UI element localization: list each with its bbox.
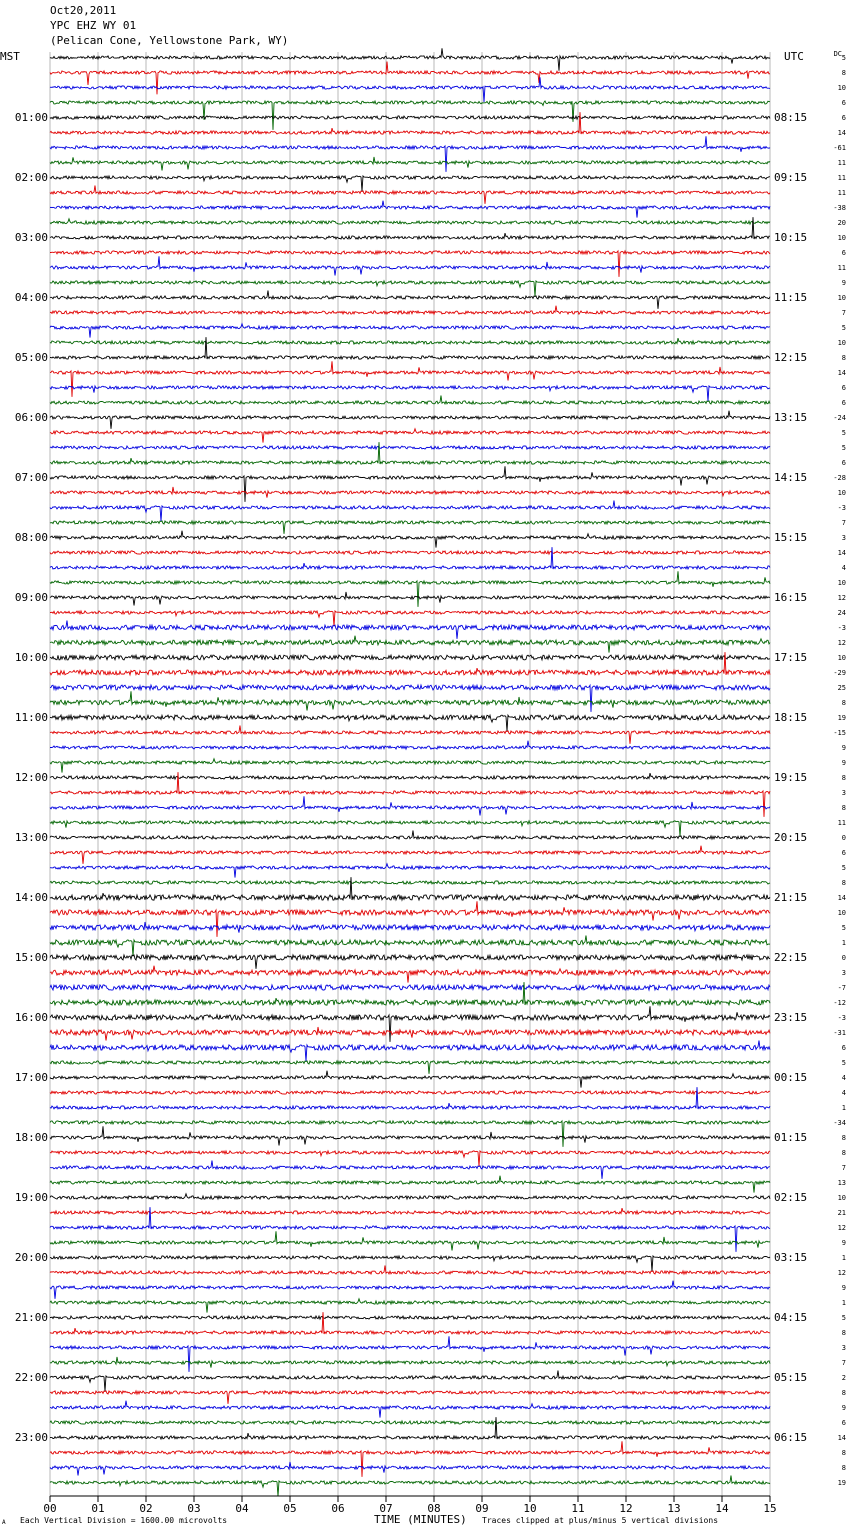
trace-26 bbox=[50, 446, 770, 449]
trace-53 bbox=[50, 846, 770, 864]
dc-offset: 14 bbox=[837, 128, 846, 137]
trace-30 bbox=[50, 501, 770, 522]
dc-offset: 0 bbox=[841, 953, 846, 962]
dc-offset: 14 bbox=[837, 1433, 846, 1442]
dc-offset: 5 bbox=[841, 1058, 846, 1067]
mst-label: 11:00 bbox=[14, 710, 48, 724]
dc-offset: 8 bbox=[841, 1463, 846, 1472]
trace-74 bbox=[50, 1161, 770, 1179]
trace-60 bbox=[50, 955, 770, 969]
dc-offset: 6 bbox=[841, 398, 846, 407]
mst-label: 09:00 bbox=[14, 590, 48, 604]
dc-offset: 10 bbox=[837, 578, 846, 587]
trace-25 bbox=[50, 429, 770, 443]
mst-axis-title: MST bbox=[0, 50, 20, 63]
dc-offset: 11 bbox=[837, 188, 846, 197]
header-location: (Pelican Cone, Yellowstone Park, WY) bbox=[50, 34, 289, 47]
dc-offset: 4 bbox=[841, 563, 846, 572]
trace-61 bbox=[50, 966, 770, 983]
mst-label: 17:00 bbox=[14, 1070, 48, 1084]
utc-label: 10:15 bbox=[774, 230, 808, 244]
trace-87 bbox=[50, 1357, 770, 1368]
trace-38 bbox=[50, 621, 770, 639]
dc-offset: 10 bbox=[837, 488, 846, 497]
trace-36 bbox=[50, 592, 770, 606]
dc-offset: 19 bbox=[837, 1478, 846, 1487]
dc-offset: 9 bbox=[841, 743, 846, 752]
dc-offset: -3 bbox=[837, 623, 846, 632]
dc-offset: 14 bbox=[837, 368, 846, 377]
dc-offset: -31 bbox=[833, 1028, 846, 1037]
trace-17 bbox=[50, 306, 770, 314]
dc-offset: 11 bbox=[837, 818, 846, 827]
dc-offset: 14 bbox=[837, 548, 846, 557]
dc-offset: -15 bbox=[833, 728, 846, 737]
dc-offset: 10 bbox=[837, 233, 846, 242]
dc-offset: 6 bbox=[841, 113, 846, 122]
utc-label: 09:15 bbox=[774, 170, 808, 184]
dc-offset: 9 bbox=[841, 758, 846, 767]
clip-note: Traces clipped at plus/minus 5 vertical divisions bbox=[482, 1516, 719, 1525]
trace-95 bbox=[50, 1476, 770, 1497]
dc-offset: 7 bbox=[841, 308, 846, 317]
trace-94 bbox=[50, 1462, 770, 1476]
dc-offset: 7 bbox=[841, 1358, 846, 1367]
dc-offset: 1 bbox=[841, 1103, 846, 1112]
utc-label: 03:15 bbox=[774, 1250, 808, 1264]
trace-4 bbox=[50, 116, 770, 119]
mst-label: 15:00 bbox=[14, 950, 48, 964]
x-tick-label-15: 15 bbox=[763, 1502, 777, 1515]
trace-18 bbox=[50, 324, 770, 338]
dc-offset: 5 bbox=[841, 323, 846, 332]
x-tick-label-04: 04 bbox=[235, 1502, 249, 1515]
dc-offset: -24 bbox=[833, 413, 846, 422]
trace-66 bbox=[50, 1041, 770, 1062]
dc-offset: 8 bbox=[841, 773, 846, 782]
trace-73 bbox=[50, 1151, 770, 1166]
x-tick-label-02: 02 bbox=[139, 1502, 153, 1515]
trace-45 bbox=[50, 726, 770, 744]
trace-93 bbox=[50, 1441, 770, 1477]
header-date: Oct20,2011 bbox=[50, 4, 117, 17]
trace-88 bbox=[50, 1371, 770, 1392]
x-tick-label-08: 08 bbox=[427, 1502, 441, 1515]
dc-offset: 3 bbox=[841, 1343, 846, 1352]
utc-label: 22:15 bbox=[774, 950, 808, 964]
utc-label: 02:15 bbox=[774, 1190, 808, 1204]
dc-offset: -28 bbox=[833, 473, 846, 482]
trace-46 bbox=[50, 741, 770, 749]
mst-label: 18:00 bbox=[14, 1130, 48, 1144]
utc-label: 17:15 bbox=[774, 650, 808, 664]
trace-39 bbox=[50, 636, 770, 653]
x-tick-label-06: 06 bbox=[331, 1502, 345, 1515]
trace-91 bbox=[50, 1421, 770, 1424]
mst-label: 05:00 bbox=[14, 350, 48, 364]
dc-offset: 5 bbox=[841, 443, 846, 452]
dc-offset: 10 bbox=[837, 338, 846, 347]
utc-label: 12:15 bbox=[774, 350, 808, 364]
dc-offset: 10 bbox=[837, 83, 846, 92]
dc-offset: -38 bbox=[833, 203, 846, 212]
dc-offset: 11 bbox=[837, 158, 846, 167]
trace-70 bbox=[50, 1087, 770, 1109]
mst-label: 04:00 bbox=[14, 290, 48, 304]
mst-label: 01:00 bbox=[14, 110, 48, 124]
trace-67 bbox=[50, 1061, 770, 1074]
trace-58 bbox=[50, 922, 770, 933]
trace-28 bbox=[50, 466, 770, 502]
dc-offset: 8 bbox=[841, 68, 846, 77]
trace-75 bbox=[50, 1176, 770, 1193]
dc-offset: 11 bbox=[837, 263, 846, 272]
mst-label: 07:00 bbox=[14, 470, 48, 484]
dc-offset: 7 bbox=[841, 518, 846, 527]
mst-label: 20:00 bbox=[14, 1250, 48, 1264]
trace-84 bbox=[50, 1316, 770, 1319]
mst-label: 08:00 bbox=[14, 530, 48, 544]
mst-label: 16:00 bbox=[14, 1010, 48, 1024]
trace-20 bbox=[50, 337, 770, 359]
trace-54 bbox=[50, 864, 770, 878]
trace-35 bbox=[50, 571, 770, 607]
dc-offset: 10 bbox=[837, 293, 846, 302]
x-tick-label-00: 00 bbox=[43, 1502, 57, 1515]
trace-23 bbox=[50, 396, 770, 405]
dc-offset: 8 bbox=[841, 878, 846, 887]
trace-6 bbox=[50, 136, 770, 172]
trace-34 bbox=[50, 547, 770, 569]
x-tick-label-01: 01 bbox=[91, 1502, 105, 1515]
utc-label: 06:15 bbox=[774, 1430, 808, 1444]
trace-37 bbox=[50, 611, 770, 626]
trace-89 bbox=[50, 1391, 770, 1404]
dc-offset: 8 bbox=[841, 698, 846, 707]
dc-offset: 3 bbox=[841, 533, 846, 542]
mst-label: 21:00 bbox=[14, 1310, 48, 1324]
dc-offset: -3 bbox=[837, 503, 846, 512]
x-tick-label-03: 03 bbox=[187, 1502, 201, 1515]
dc-offset: 12 bbox=[837, 1223, 846, 1232]
utc-label: 21:15 bbox=[774, 890, 808, 904]
seismic-traces bbox=[50, 48, 770, 1496]
trace-68 bbox=[50, 1071, 770, 1088]
trace-10 bbox=[50, 201, 770, 218]
utc-label: 00:15 bbox=[774, 1070, 808, 1084]
trace-81 bbox=[50, 1266, 770, 1275]
dc-offset: 9 bbox=[841, 278, 846, 287]
dc-offset: 14 bbox=[837, 893, 846, 902]
utc-label: 18:15 bbox=[774, 710, 808, 724]
corner-mark: A bbox=[2, 1519, 6, 1526]
trace-9 bbox=[50, 186, 770, 204]
scale-note: Each Vertical Division = 1600.00 microvolts bbox=[20, 1516, 228, 1525]
trace-1 bbox=[50, 62, 770, 95]
dc-offset: -34 bbox=[833, 1118, 846, 1127]
dc-offset: -29 bbox=[833, 668, 846, 677]
mst-label: 22:00 bbox=[14, 1370, 48, 1384]
trace-11 bbox=[50, 219, 770, 224]
x-tick-label-07: 07 bbox=[379, 1502, 393, 1515]
trace-80 bbox=[50, 1256, 770, 1271]
trace-51 bbox=[50, 821, 770, 836]
dc-offset: 5 bbox=[841, 1313, 846, 1322]
trace-55 bbox=[50, 881, 770, 884]
dc-offset: 12 bbox=[837, 638, 846, 647]
trace-62 bbox=[50, 985, 770, 990]
trace-77 bbox=[50, 1208, 770, 1214]
mst-label: 13:00 bbox=[14, 830, 48, 844]
dc-offset: -61 bbox=[833, 143, 846, 152]
dc-axis-title: DC bbox=[833, 50, 842, 58]
trace-50 bbox=[50, 796, 770, 815]
trace-22 bbox=[50, 386, 770, 401]
mst-label: 10:00 bbox=[14, 650, 48, 664]
trace-5 bbox=[50, 112, 770, 134]
utc-label: 19:15 bbox=[774, 770, 808, 784]
trace-29 bbox=[50, 487, 770, 498]
dc-offset: 4 bbox=[841, 1088, 846, 1097]
utc-axis-title: UTC bbox=[784, 50, 804, 63]
x-tick-label-10: 10 bbox=[523, 1502, 537, 1515]
utc-label: 08:15 bbox=[774, 110, 808, 124]
dc-offset: -3 bbox=[837, 1013, 846, 1022]
trace-16 bbox=[50, 291, 770, 309]
mst-label: 23:00 bbox=[14, 1430, 48, 1444]
x-tick-label-14: 14 bbox=[715, 1502, 729, 1515]
dc-offset: 5 bbox=[841, 428, 846, 437]
dc-offset: 6 bbox=[841, 98, 846, 107]
utc-label: 13:15 bbox=[774, 410, 808, 424]
dc-offset: 6 bbox=[841, 1418, 846, 1427]
utc-label: 11:15 bbox=[774, 290, 808, 304]
trace-42 bbox=[50, 685, 770, 712]
trace-71 bbox=[50, 1121, 770, 1147]
dc-offset: 0 bbox=[841, 833, 846, 842]
dc-offset: 21 bbox=[837, 1208, 846, 1217]
trace-15 bbox=[50, 281, 770, 296]
trace-43 bbox=[50, 691, 770, 710]
dc-offset: 25 bbox=[837, 683, 846, 692]
trace-82 bbox=[50, 1281, 770, 1299]
trace-40 bbox=[50, 655, 770, 660]
trace-21 bbox=[50, 361, 770, 397]
dc-offset: 8 bbox=[841, 353, 846, 362]
trace-14 bbox=[50, 256, 770, 275]
trace-47 bbox=[50, 759, 770, 773]
dc-offset: 8 bbox=[841, 1133, 846, 1142]
dc-offset: 24 bbox=[837, 608, 846, 617]
utc-label: 16:15 bbox=[774, 590, 808, 604]
dc-offset: 1 bbox=[841, 938, 846, 947]
utc-label: 23:15 bbox=[774, 1010, 808, 1024]
dc-offset: 12 bbox=[837, 1268, 846, 1277]
dc-offset: 3 bbox=[841, 968, 846, 977]
trace-31 bbox=[50, 521, 770, 534]
trace-24 bbox=[50, 411, 770, 429]
trace-69 bbox=[50, 1091, 770, 1094]
time-gridlines bbox=[50, 52, 770, 1496]
dc-offset: 8 bbox=[841, 1148, 846, 1157]
dc-offset: 4 bbox=[841, 1073, 846, 1082]
dc-offset: 6 bbox=[841, 848, 846, 857]
trace-48 bbox=[50, 773, 770, 779]
trace-8 bbox=[50, 176, 770, 191]
mst-label: 03:00 bbox=[14, 230, 48, 244]
trace-78 bbox=[50, 1207, 770, 1252]
trace-27 bbox=[50, 442, 770, 464]
dc-offset: 9 bbox=[841, 1403, 846, 1412]
trace-64 bbox=[50, 1006, 770, 1042]
x-tick-label-12: 12 bbox=[619, 1502, 633, 1515]
trace-83 bbox=[50, 1299, 770, 1313]
trace-52 bbox=[50, 831, 770, 840]
dc-offset: 5 bbox=[841, 863, 846, 872]
trace-86 bbox=[50, 1336, 770, 1372]
dc-offset: -12 bbox=[833, 998, 846, 1007]
dc-offset: 6 bbox=[841, 1043, 846, 1052]
dc-offset: 10 bbox=[837, 908, 846, 917]
dc-offset: 3 bbox=[841, 788, 846, 797]
trace-12 bbox=[50, 217, 770, 239]
dc-offset: 9 bbox=[841, 1283, 846, 1292]
trace-57 bbox=[50, 901, 770, 937]
x-tick-label-09: 09 bbox=[475, 1502, 489, 1515]
dc-offset: 10 bbox=[837, 653, 846, 662]
dc-offset: 19 bbox=[837, 713, 846, 722]
utc-label: 15:15 bbox=[774, 530, 808, 544]
trace-3 bbox=[50, 101, 770, 130]
x-axis-title: TIME (MINUTES) bbox=[374, 1513, 467, 1526]
trace-33 bbox=[50, 551, 770, 554]
trace-19 bbox=[50, 338, 770, 344]
dc-offset: 8 bbox=[841, 1328, 846, 1337]
header-station: YPC EHZ WY 01 bbox=[50, 19, 137, 32]
dc-offset: 11 bbox=[837, 173, 846, 182]
mst-label: 02:00 bbox=[14, 170, 48, 184]
dc-offset: -7 bbox=[837, 983, 846, 992]
trace-59 bbox=[50, 936, 770, 957]
x-tick-label-05: 05 bbox=[283, 1502, 297, 1515]
trace-49 bbox=[50, 772, 770, 817]
trace-32 bbox=[50, 531, 770, 548]
dc-offset: 6 bbox=[841, 383, 846, 392]
dc-offset: 1 bbox=[841, 1253, 846, 1262]
dc-offset: 6 bbox=[841, 248, 846, 257]
mst-label: 06:00 bbox=[14, 410, 48, 424]
dc-offset: 12 bbox=[837, 593, 846, 602]
dc-offset: 8 bbox=[841, 1448, 846, 1457]
trace-79 bbox=[50, 1231, 770, 1250]
trace-0 bbox=[50, 48, 770, 70]
mst-label: 14:00 bbox=[14, 890, 48, 904]
x-tick-label-13: 13 bbox=[667, 1502, 681, 1515]
trace-72 bbox=[50, 1126, 770, 1145]
trace-44 bbox=[50, 715, 770, 731]
dc-offset: 5 bbox=[841, 53, 846, 62]
dc-offset: 2 bbox=[841, 1373, 846, 1382]
mst-label: 12:00 bbox=[14, 770, 48, 784]
mst-label: 19:00 bbox=[14, 1190, 48, 1204]
dc-offset: 20 bbox=[837, 218, 846, 227]
utc-label: 20:15 bbox=[774, 830, 808, 844]
dc-offset: 8 bbox=[841, 1388, 846, 1397]
dc-offset: 9 bbox=[841, 1238, 846, 1247]
dc-offset: 1 bbox=[841, 1298, 846, 1307]
utc-label: 14:15 bbox=[774, 470, 808, 484]
dc-offset: 8 bbox=[841, 803, 846, 812]
dc-offset: 6 bbox=[841, 458, 846, 467]
dc-offset: 7 bbox=[841, 1163, 846, 1172]
trace-7 bbox=[50, 157, 770, 171]
utc-label: 01:15 bbox=[774, 1130, 808, 1144]
utc-label: 04:15 bbox=[774, 1310, 808, 1324]
trace-76 bbox=[50, 1194, 770, 1199]
utc-label: 05:15 bbox=[774, 1370, 808, 1384]
dc-offset: 13 bbox=[837, 1178, 846, 1187]
dc-offset: 10 bbox=[837, 1193, 846, 1202]
trace-65 bbox=[50, 1027, 770, 1041]
trace-90 bbox=[50, 1401, 770, 1418]
x-tick-label-11: 11 bbox=[571, 1502, 585, 1515]
dc-offset: 5 bbox=[841, 923, 846, 932]
